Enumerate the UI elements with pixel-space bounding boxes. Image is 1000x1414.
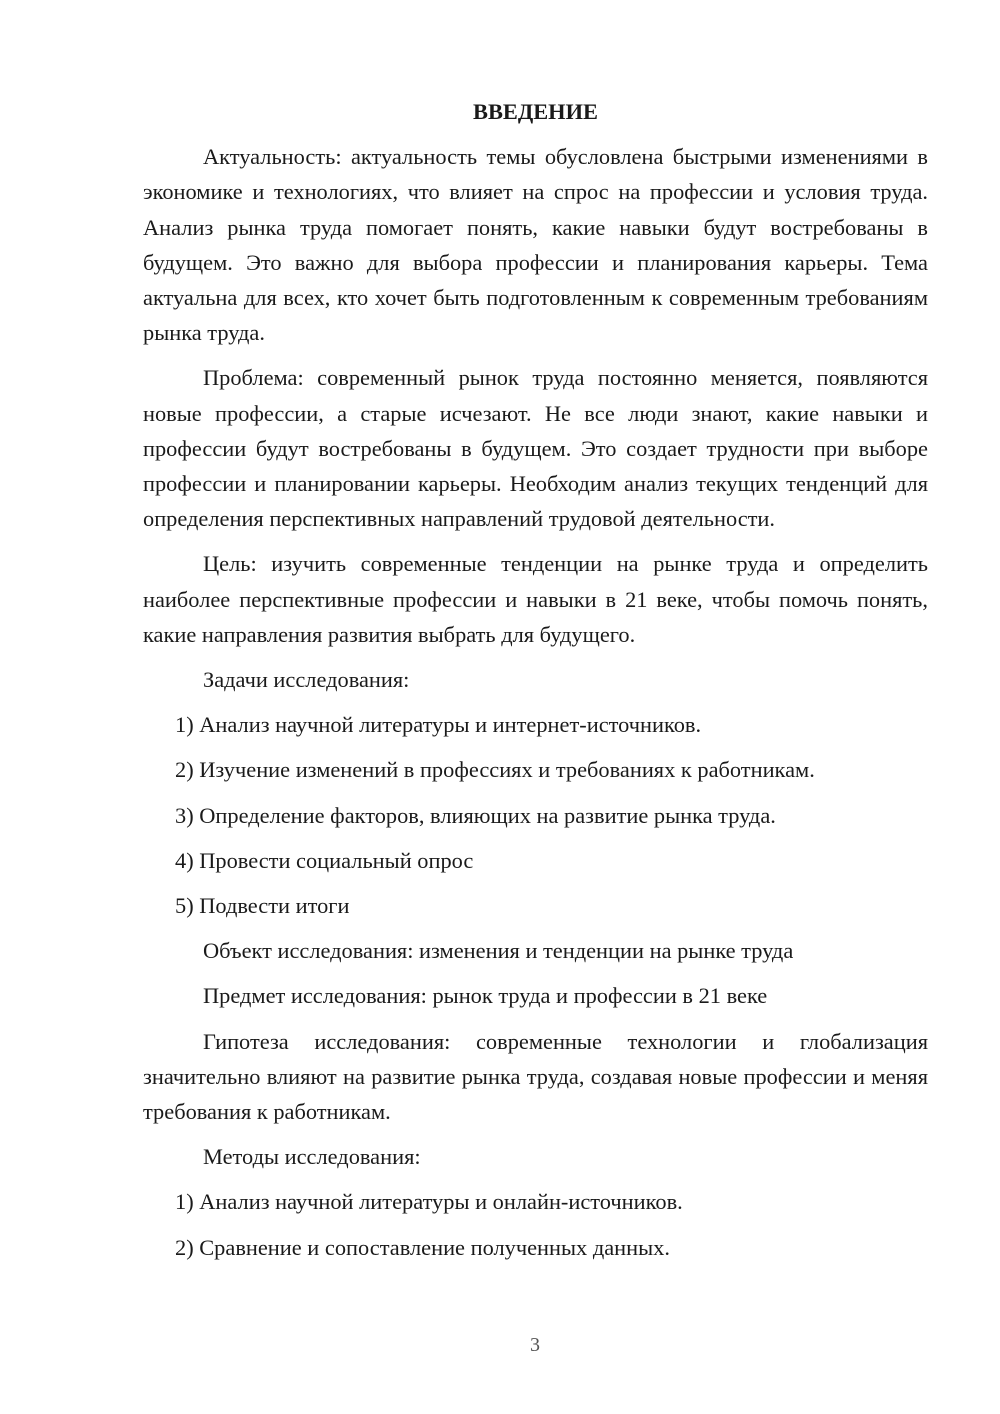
research-object: Объект исследования: изменения и тенденции на рынке труда bbox=[203, 938, 794, 964]
methods-heading: Методы исследования: bbox=[203, 1144, 421, 1170]
page-number: 3 bbox=[530, 1334, 540, 1356]
method-item-2: 2) Сравнение и сопоставление полученных данных. bbox=[175, 1234, 670, 1260]
method-item-1: 1) Анализ научной литературы и онлайн-источников. bbox=[175, 1189, 683, 1215]
research-subject: Предмет исследования: рынок труда и профессии в 21 веке bbox=[203, 983, 768, 1009]
section-title: ВВЕДЕНИЕ bbox=[473, 99, 598, 124]
goal-paragraph: Цель: изучить современные тенденции на рынке труда и определить наиболее перспективные профессии и навыки в 21 веке, чтобы помочь понять, какие направления развития выбрать для будущего. bbox=[143, 551, 928, 647]
task-item-2: 2) Изучение изменений в профессиях и требованиях к работникам. bbox=[175, 757, 815, 783]
task-item-3: 3) Определение факторов, влияющих на развитие рынка труда. bbox=[175, 802, 776, 828]
tasks-heading: Задачи исследования: bbox=[203, 667, 410, 693]
task-item-5: 5) Подвести итоги bbox=[175, 893, 350, 919]
relevance-paragraph: Актуальность: актуальность темы обусловлена быстрыми изменениями в экономике и технологиях, что влияет на спрос на профессии и условия труда. Анализ рынка труда помогает понять, какие навыки будут востребованы в будущем. Это важно для выбора профессии и планирования карьеры. Тема актуальна для всех, кто хочет быть подготовленным к современным требованиям рынка труда. bbox=[143, 144, 928, 346]
page-content bbox=[143, 94, 928, 1275]
problem-paragraph: Проблема: современный рынок труда постоянно меняется, появляются новые профессии, а старые исчезают. Не все люди знают, какие навыки и профессии будут востребованы в будущем. Это создает трудности при выборе профессии и планировании карьеры. Необходим анализ текущих тенденций для определения перспективных направлений трудовой деятельности. bbox=[143, 365, 928, 532]
hypothesis-paragraph: Гипотеза исследования: современные технологии и глобализация значительно влияют на развитие рынка труда, создавая новые профессии и меняя требования к работникам. bbox=[143, 1028, 928, 1125]
task-item-4: 4) Провести социальный опрос bbox=[175, 847, 474, 873]
task-item-1: 1) Анализ научной литературы и интернет-источников. bbox=[175, 712, 702, 738]
